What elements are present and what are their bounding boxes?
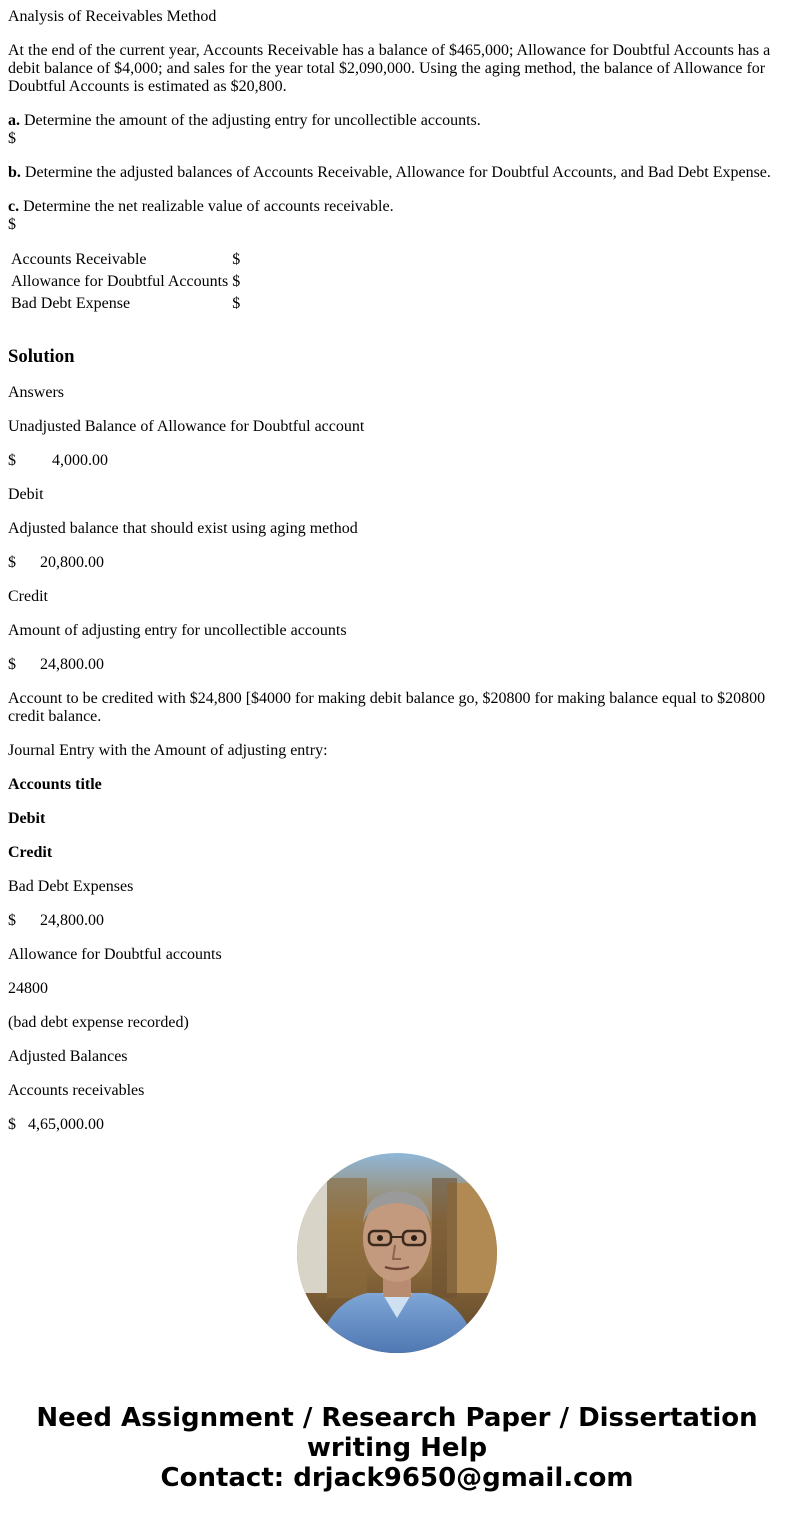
ar-amount: 4,65,000.00	[28, 1116, 104, 1133]
part-c	[8, 198, 786, 234]
promo-banner	[0, 1403, 794, 1493]
col-credit: Credit	[8, 844, 53, 861]
entry-amount-line	[8, 656, 786, 674]
currency-symbol: $	[8, 452, 16, 469]
adjusted-amount: 20,800.00	[40, 554, 104, 571]
part-c-answer-prefix: $	[8, 216, 16, 233]
balance-prefix: $	[232, 295, 241, 312]
col-accounts-title: Accounts title	[8, 776, 102, 793]
unadjusted-amount: 4,000.00	[52, 452, 108, 469]
currency-symbol: $	[8, 912, 16, 929]
ar-amount-line	[8, 1116, 786, 1134]
entry-amount: 24,800.00	[40, 656, 104, 673]
journal-row1-account: Bad Debt Expenses	[8, 878, 134, 895]
part-a-answer-prefix: $	[8, 130, 16, 147]
question-intro: At the end of the current year, Accounts Receivable has a balance of $465,000; Allowance for Doubtful Accounts has a debit balance of $4,000; and sales for the year total $2,090,000. Using the aging method, the balance of Allowance for Doubtful Accounts is estimated as $20,800.	[8, 42, 771, 95]
person-photo-icon	[297, 1153, 497, 1353]
part-b-text: Determine the adjusted balances of Accounts Receivable, Allowance for Doubtful Accounts, and Bad Debt Expense.	[20, 164, 771, 181]
answers-label: Answers	[8, 384, 64, 401]
currency-symbol: $	[8, 1116, 16, 1133]
journal-row1-amount-line	[8, 912, 786, 930]
part-a	[8, 112, 786, 148]
table-row	[10, 272, 241, 292]
adjusted-side: Credit	[8, 588, 48, 605]
part-c-letter: c.	[8, 198, 20, 215]
balance-label: Accounts Receivable	[11, 251, 147, 268]
promo-line-1: Need Assignment / Research Paper / Dissertation	[36, 1403, 758, 1433]
unadjusted-label: Unadjusted Balance of Allowance for Doubtful account	[8, 418, 365, 435]
promo-contact[interactable]: Contact: drjack9650@gmail.com	[160, 1463, 634, 1493]
explanation: Account to be credited with $24,800 [$4000 for making debit balance go, $20800 for making balance equal to $20800 credit balance.	[8, 690, 766, 725]
balance-label: Bad Debt Expense	[11, 295, 131, 312]
unadjusted-amount-line	[8, 452, 786, 470]
journal-row2-account: Allowance for Doubtful accounts	[8, 946, 222, 963]
unadjusted-side: Debit	[8, 486, 44, 503]
entry-label: Amount of adjusting entry for uncollectible accounts	[8, 622, 347, 639]
avatar	[297, 1153, 497, 1353]
table-row	[10, 250, 241, 270]
journal-row1-amount: 24,800.00	[40, 912, 104, 929]
ar-label: Accounts receivables	[8, 1082, 145, 1099]
solution-heading: Solution	[8, 346, 75, 367]
journal-narration: (bad debt expense recorded)	[8, 1014, 189, 1031]
part-a-text: Determine the amount of the adjusting entry for uncollectible accounts.	[20, 112, 481, 129]
adjusted-label: Adjusted balance that should exist using aging method	[8, 520, 358, 537]
part-c-text: Determine the net realizable value of accounts receivable.	[19, 198, 394, 215]
journal-row2-amount: 24800	[8, 980, 48, 997]
part-b-letter: b.	[8, 164, 21, 181]
currency-symbol: $	[8, 554, 16, 571]
journal-label: Journal Entry with the Amount of adjusting entry:	[8, 742, 328, 759]
balances-table	[8, 248, 243, 316]
col-debit: Debit	[8, 810, 46, 827]
balance-label: Allowance for Doubtful Accounts	[11, 273, 229, 290]
part-a-letter: a.	[8, 112, 20, 129]
adjusted-balances-label: Adjusted Balances	[8, 1048, 128, 1065]
table-row	[10, 294, 241, 314]
promo-line-2: writing Help	[306, 1433, 488, 1463]
adjusted-amount-line	[8, 554, 786, 572]
balance-prefix: $	[232, 251, 241, 268]
balance-prefix: $	[232, 273, 241, 290]
question-title: Analysis of Receivables Method	[8, 8, 217, 25]
part-b	[8, 164, 786, 182]
currency-symbol: $	[8, 656, 16, 673]
